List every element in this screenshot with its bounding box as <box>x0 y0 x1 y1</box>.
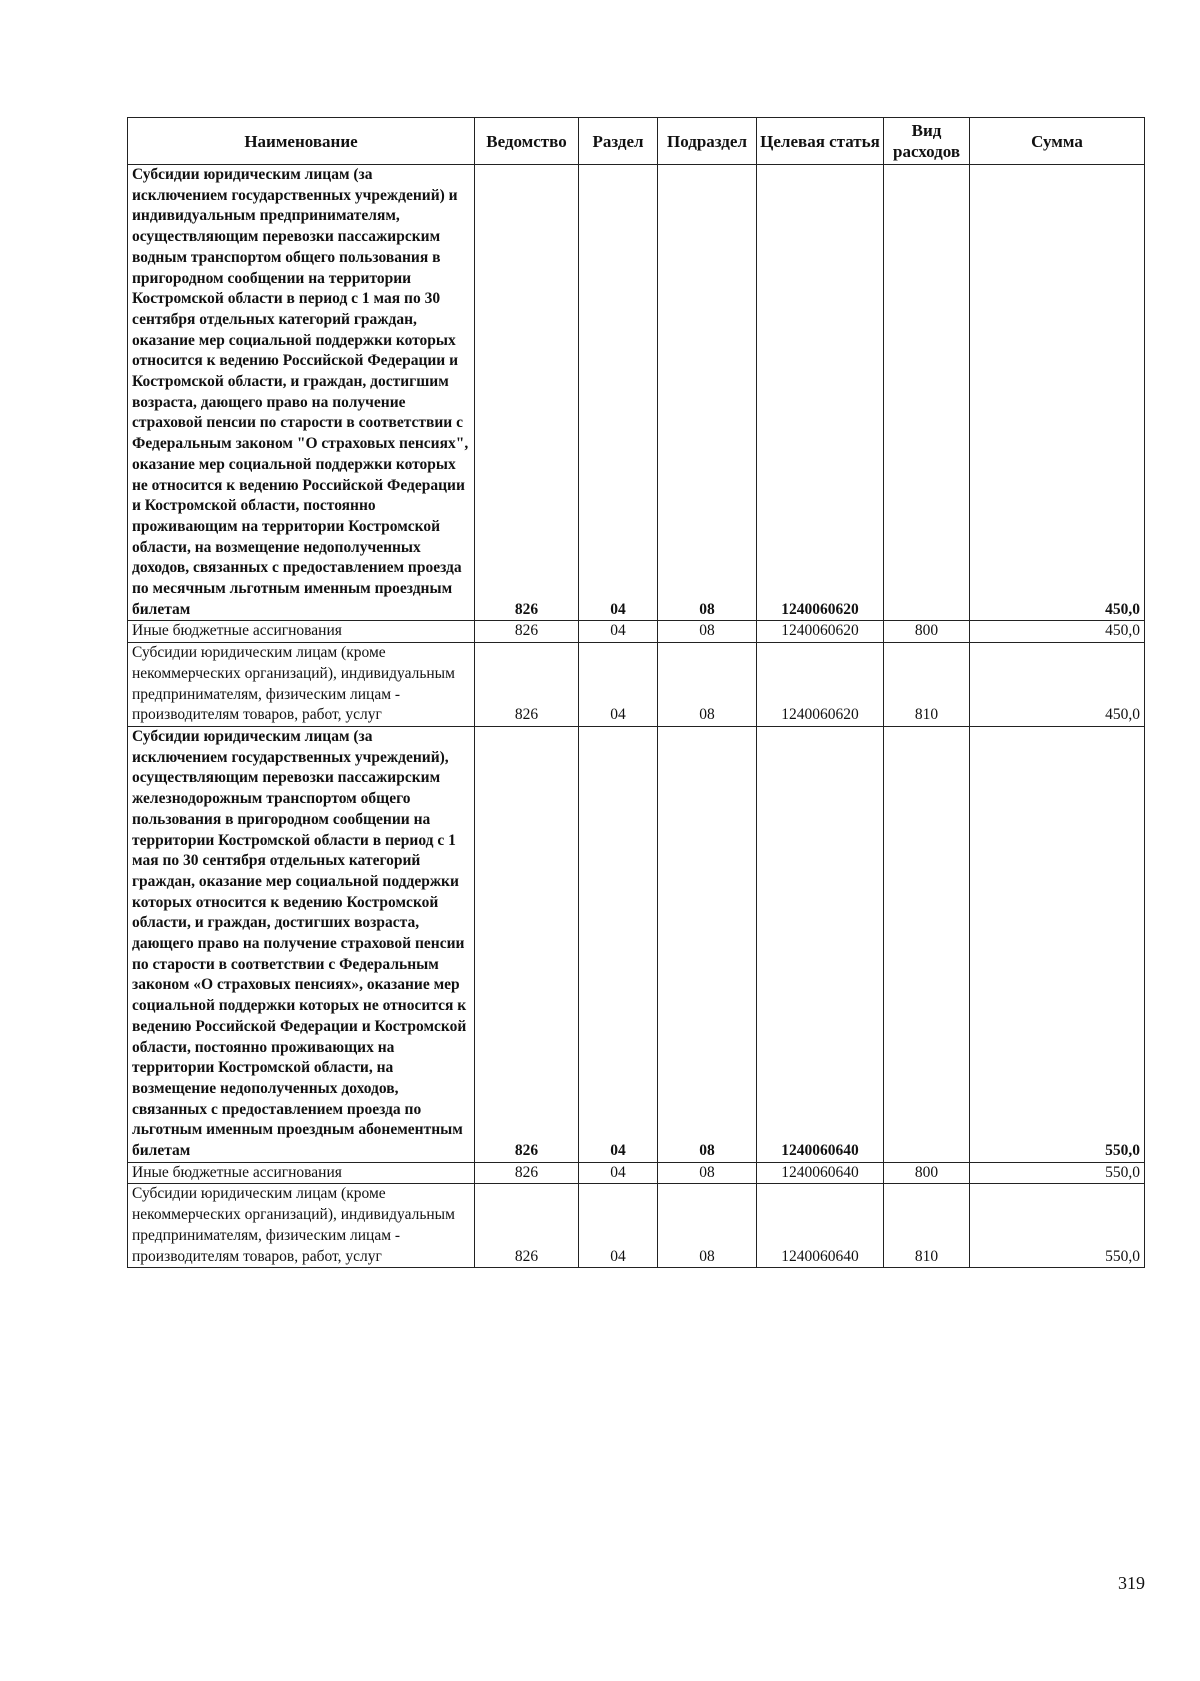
table-row <box>128 621 1145 643</box>
header-section: Раздел <box>579 118 658 165</box>
cell-subsection: 08 <box>658 643 757 727</box>
cell-target: 1240060620 <box>757 621 884 643</box>
cell-dept: 826 <box>475 643 579 727</box>
cell-type: 810 <box>884 643 970 727</box>
cell-dept: 826 <box>475 165 579 621</box>
header-sum: Сумма <box>970 118 1145 165</box>
cell-type: 810 <box>884 1184 970 1268</box>
cell-type: 800 <box>884 621 970 643</box>
cell-subsection: 08 <box>658 1162 757 1184</box>
cell-dept: 826 <box>475 1184 579 1268</box>
cell-type <box>884 726 970 1162</box>
cell-subsection: 08 <box>658 165 757 621</box>
page-number: 319 <box>1118 1573 1145 1593</box>
cell-name: Субсидии юридическим лицам (за исключением государственных учреждений), осуществляющим перевозки пассажирским железнодорожным транспортом общего пользования в пригородном сообщении на территории Костромской области в период с 1 мая по 30 сентября отдельных категорий граждан, оказание мер социальной поддержки которых относится к ведению Костромской области, и граждан, достигших возраста, дающего право на получение страховой пенсии по старости в соответствии с Федеральным законом «О страховых пенсиях», оказание мер социальной поддержки которых не относится к ведению Российской Федерации и Костромской области, постоянно проживающих на территории Костромской области, на возмещение недополученных доходов, связанных с предоставлением проезда по льготным именным проездным абонементным билетам <box>128 726 475 1162</box>
cell-subsection: 08 <box>658 726 757 1162</box>
cell-section: 04 <box>579 1162 658 1184</box>
header-name: Наименование <box>128 118 475 165</box>
cell-dept: 826 <box>475 1162 579 1184</box>
cell-subsection: 08 <box>658 621 757 643</box>
cell-section: 04 <box>579 621 658 643</box>
cell-target: 1240060620 <box>757 643 884 727</box>
table-row <box>128 165 1145 621</box>
cell-name: Субсидии юридическим лицам (кроме некоммерческих организаций), индивидуальным предпринимателям, физическим лицам - производителям товаров, работ, услуг <box>128 643 475 727</box>
cell-name: Иные бюджетные ассигнования <box>128 621 475 643</box>
cell-dept: 826 <box>475 726 579 1162</box>
cell-sum: 550,0 <box>970 1162 1145 1184</box>
cell-section: 04 <box>579 726 658 1162</box>
cell-sum: 450,0 <box>970 643 1145 727</box>
cell-target: 1240060620 <box>757 165 884 621</box>
cell-sum: 550,0 <box>970 726 1145 1162</box>
table-header-row <box>128 118 1145 165</box>
table-row <box>128 1184 1145 1268</box>
cell-name: Субсидии юридическим лицам (за исключением государственных учреждений) и индивидуальным предпринимателям, осуществляющим перевозки пассажирским водным транспортом общего пользования в пригородном сообщении на территории Костромской области в период с 1 мая по 30 сентября отдельных категорий граждан, оказание мер социальной поддержки которых относится к ведению Российской Федерации и Костромской области, и граждан, достигшим возраста, дающего право на получение страховой пенсии по старости в соответствии с Федеральным законом "О страховых пенсиях", оказание мер социальной поддержки которых не относится к ведению Российской Федерации и Костромской области, постоянно проживающим на территории Костромской области, на возмещение недополученных доходов, связанных с предоставлением проезда по месячным льготным именным проездным билетам <box>128 165 475 621</box>
cell-target: 1240060640 <box>757 726 884 1162</box>
cell-type <box>884 165 970 621</box>
cell-section: 04 <box>579 165 658 621</box>
header-target: Целевая статья <box>757 118 884 165</box>
cell-target: 1240060640 <box>757 1184 884 1268</box>
table-row <box>128 643 1145 727</box>
budget-table <box>127 117 1145 1268</box>
cell-target: 1240060640 <box>757 1162 884 1184</box>
cell-section: 04 <box>579 643 658 727</box>
cell-dept: 826 <box>475 621 579 643</box>
cell-name: Иные бюджетные ассигнования <box>128 1162 475 1184</box>
cell-sum: 450,0 <box>970 621 1145 643</box>
header-dept: Ведомство <box>475 118 579 165</box>
header-subsection: Подраздел <box>658 118 757 165</box>
cell-subsection: 08 <box>658 1184 757 1268</box>
cell-section: 04 <box>579 1184 658 1268</box>
table-row <box>128 1162 1145 1184</box>
cell-name: Субсидии юридическим лицам (кроме некоммерческих организаций), индивидуальным предпринимателям, физическим лицам - производителям товаров, работ, услуг <box>128 1184 475 1268</box>
cell-sum: 450,0 <box>970 165 1145 621</box>
cell-sum: 550,0 <box>970 1184 1145 1268</box>
cell-type: 800 <box>884 1162 970 1184</box>
table-row <box>128 726 1145 1162</box>
header-type: Вид расходов <box>884 118 970 165</box>
